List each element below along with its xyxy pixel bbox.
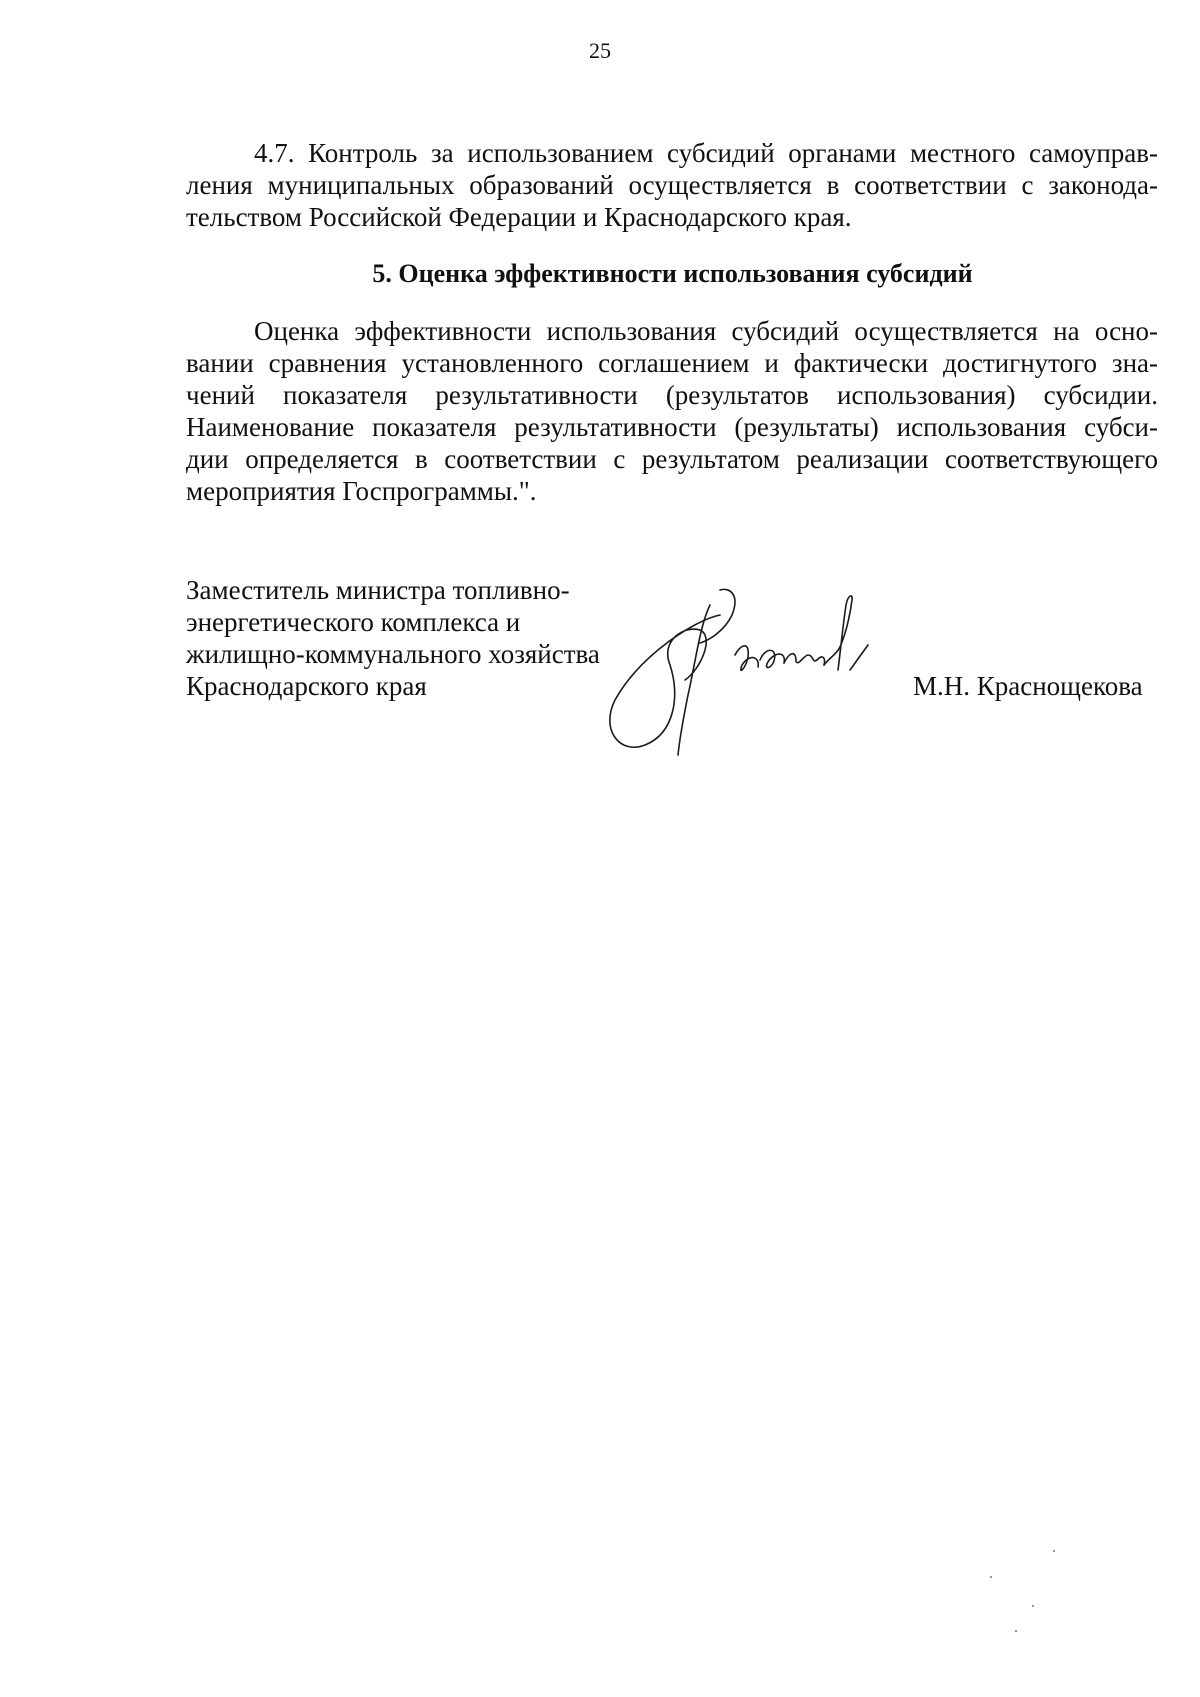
paragraph-line: Наименование показателя результативности (результаты) использования субси-: [186, 412, 1158, 442]
scan-speck: [1053, 1550, 1055, 1552]
section-heading: 5. Оценка эффективности использования субсидий: [372, 259, 973, 288]
paragraph-line: мероприятия Госпрограммы.".: [186, 476, 537, 506]
paragraph-line: дии определяется в соответствии с результатом реализации соответствующего: [186, 444, 1158, 474]
paragraph-line: 4.7. Контроль за использованием субсидий органами местного самоуправ-: [254, 138, 1158, 168]
scan-speck: [1015, 1630, 1017, 1632]
signer-position-line: энергетического комплекса и: [186, 607, 521, 637]
scan-speck: [990, 1576, 992, 1578]
paragraph-line: ления муниципальных образований осуществляется в соответствии с законода-: [186, 170, 1158, 200]
paragraph-line: чений показателя результативности (результатов использования) субсидии.: [186, 380, 1158, 410]
handwritten-signature: [600, 585, 920, 760]
signer-position-line: Краснодарского края: [186, 671, 427, 701]
signer-name: М.Н. Краснощекова: [913, 671, 1143, 701]
signer-position-line: Заместитель министра топливно-: [186, 575, 570, 605]
signer-position-line: жилищно-коммунального хозяйства: [186, 639, 600, 669]
paragraph-line: тельством Российской Федерации и Краснодарского края.: [186, 202, 852, 232]
paragraph-4-7: [186, 137, 1158, 233]
page-number: 25: [589, 38, 611, 63]
scan-speck: [1032, 1605, 1034, 1607]
paragraph-line: вании сравнения установленного соглашением и фактически достигнутого зна-: [186, 348, 1158, 378]
signer-position: [186, 574, 600, 702]
paragraph-section-5: [186, 315, 1158, 507]
paragraph-line: Оценка эффективности использования субсидий осуществляется на осно-: [254, 316, 1158, 346]
